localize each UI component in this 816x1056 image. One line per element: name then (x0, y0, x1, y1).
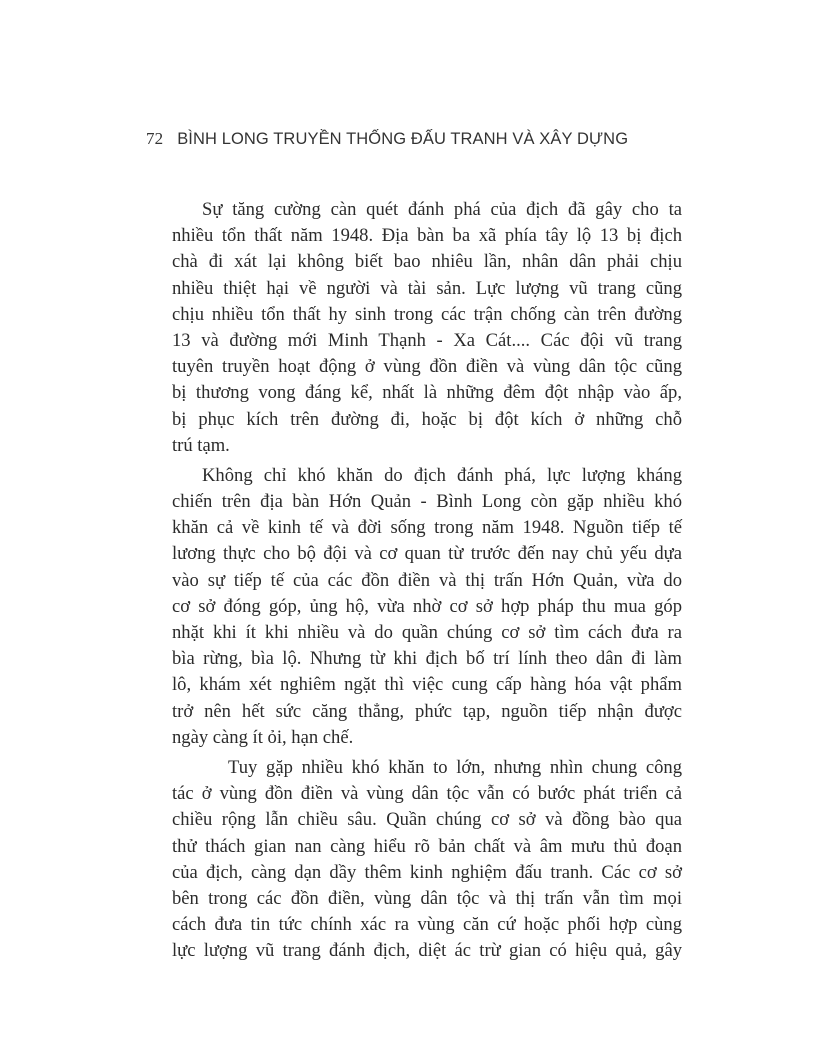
text-line: khăn cả về kinh tế và đời sống trong năm 1948. Nguồn tiếp tế (172, 517, 682, 539)
text-line: 13 và đường mới Minh Thạnh - Xa Cát.... Các đội vũ trang (172, 329, 682, 351)
text-line: tác ở vùng đồn điền và vùng dân tộc vẫn có bước phát triển cả (172, 783, 682, 805)
text-line: nhiều tổn thất năm 1948. Địa bàn ba xã phía tây lộ 13 bị địch (172, 225, 682, 247)
text-line: Không chỉ khó khăn do địch đánh phá, lực lượng kháng (202, 464, 682, 486)
text-line: lực lượng vũ trang đánh địch, diệt ác trừ gian có hiệu quả, gây (172, 940, 682, 962)
text-line: thử thách gian nan càng hiểu rõ bản chất và âm mưu thủ đoạn (172, 835, 682, 857)
text-line: chà đi xát lại không biết bao nhiêu lần, nhân dân phải chịu (172, 251, 682, 273)
text-line: bị thương vong đáng kể, nhất là những đêm đột nhập vào ấp, (172, 382, 682, 404)
text-line: tuyên truyền hoạt động ở vùng đồn điền và vùng dân tộc cũng (172, 356, 682, 378)
text-line: lô, khám xét nghiêm ngặt thì việc cung cấp hàng hóa vật phẩm (172, 674, 682, 696)
text-line: chiến trên địa bàn Hớn Quản - Bình Long còn gặp nhiều khó (172, 491, 682, 513)
text-line: bìa rừng, bìa lộ. Nhưng từ khi địch bố trí lính theo dân đi làm (172, 648, 682, 670)
text-line: cơ sở đóng góp, ủng hộ, vừa nhờ cơ sở hợp pháp thu mua góp (172, 595, 682, 617)
text-line: bị phục kích trên đường đi, hoặc bị đột kích ở những chỗ (172, 408, 682, 430)
text-line: vào sự tiếp tế của các đồn điền và thị trấn Hớn Quản, vừa do (172, 569, 682, 591)
running-header (146, 129, 686, 149)
paragraph (172, 197, 682, 459)
text-line: nhặt khi ít khi nhiều và do quần chúng cơ sở tìm cách đưa ra (172, 622, 682, 643)
text-line: cách đưa tin tức chính xác ra vùng căn cứ hoặc phối hợp cùng (172, 914, 682, 936)
text-line: trú tạm. (172, 434, 230, 456)
text-line: chiều rộng lẫn chiều sâu. Quần chúng cơ sở và đồng bào qua (172, 809, 682, 831)
text-line: chịu nhiều tổn thất hy sinh trong các trận chống càn trên đường (172, 303, 682, 325)
text-line: của địch, càng dạn dầy thêm kinh nghiệm đấu tranh. Các cơ sở (172, 861, 682, 883)
paragraph (172, 463, 682, 751)
text-line: trở nên hết sức căng thẳng, phức tạp, nguồn tiếp nhận được (172, 700, 682, 722)
text-line: lương thực cho bộ đội và cơ quan từ trước đến nay chủ yếu dựa (172, 543, 682, 565)
text-line: Tuy gặp nhiều khó khăn to lớn, nhưng nhìn chung công (228, 756, 682, 778)
text-line: Sự tăng cường càn quét đánh phá của địch đã gây cho ta (202, 199, 682, 220)
text-line: nhiều thiệt hại về người và tài sản. Lực lượng vũ trang cũng (172, 277, 682, 299)
text-line: ngày càng ít ỏi, hạn chế. (172, 726, 354, 748)
body-text (172, 197, 682, 964)
paragraph (172, 755, 682, 965)
running-title: BÌNH LONG TRUYỀN THỐNG ĐẤU TRANH VÀ XÂY DỰNG (177, 130, 629, 148)
page-number: 72 (146, 129, 164, 148)
text-line: bên trong các đồn điền, vùng dân tộc và thị trấn vẫn tìm mọi (172, 887, 682, 909)
